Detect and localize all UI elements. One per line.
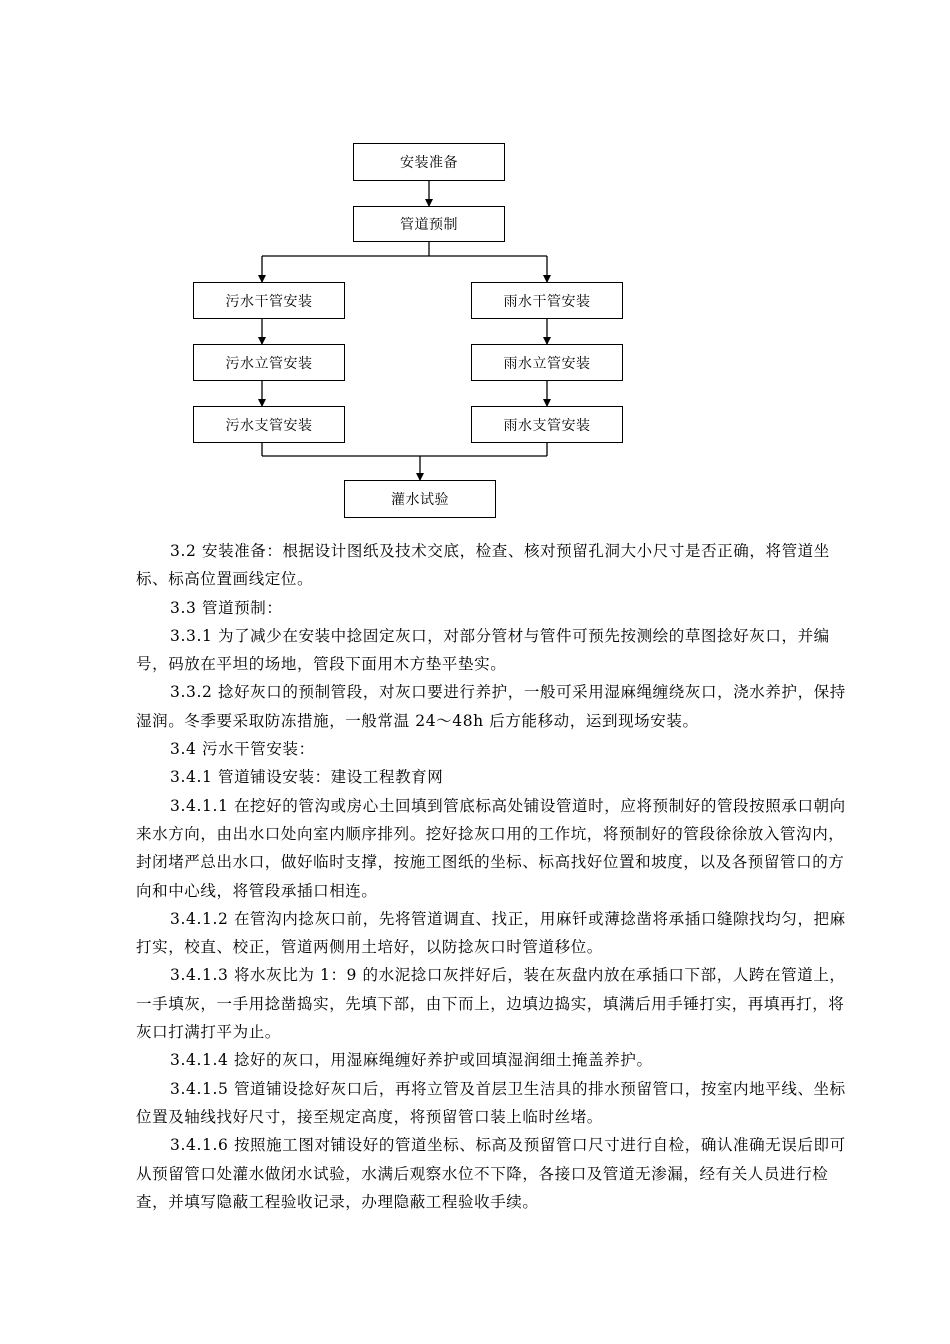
para-3-4-1-5: 3.4.1.5 管道铺设捻好灰口后，再将立管及首层卫生洁具的排水预留管口，按室内地平线、坐标位置及轴线找好尺寸，接至规定高度，将预留管口装上临时丝堵。 [136,1079,846,1126]
para-3-4-1-3: 3.4.1.3 将水灰比为 1：9 的水泥捻口灰拌好后，装在灰盘内放在承插口下部，人跨在管道上，一手填灰，一手用捻凿捣实，先填下部，由下而上，边填边捣实，填满后用手锤打实，再填再打，将灰口打满打平为止。 [136,966,846,1042]
para-3-4: 3.4 污水干管安装： [170,740,315,759]
flowchart-connectors [0,0,950,530]
para-3-3: 3.3 管道预制： [170,598,283,617]
flow-box-water-test: 灌水试验 [344,480,496,518]
para-3-2: 3.2 安装准备：根据设计图纸及技术交底，检查、核对预留孔洞大小尺寸是否正确，将管道坐标、标高位置画线定位。 [136,542,830,589]
para-3-4-1: 3.4.1 管道铺设安装：建设工程教育网 [170,768,444,787]
para-3-3-2: 3.3.2 捻好灰口的预制管段，对灰口要进行养护，一般可采用湿麻绳缠绕灰口，浇水养护，保持湿润。冬季要采取防冻措施，一般常温 24～48h 后方能移动，运到现场安装。 [136,683,846,730]
flow-box-prepare: 安装准备 [353,143,505,181]
flow-box-prefab: 管道预制 [353,206,505,242]
flow-box-sewage-main: 污水干管安装 [193,282,345,319]
para-3-4-1-2: 3.4.1.2 在管沟内捻灰口前，先将管道调直、找正，用麻钎或薄捻凿将承插口缝隙找均匀，把麻打实，校直、校正，管道两侧用土培好，以防捻灰口时管道移位。 [136,909,846,957]
para-3-4-1-1: 3.4.1.1 在挖好的管沟或房心土回填到管底标高处铺设管道时，应将预制好的管段按照承口朝向来水方向，由出水口处向室内顺序排列。挖好捻灰口用的工作坑，将预制好的管段徐徐放入管沟内，封闭堵严总出水口，做好临时支撑，按施工图纸的坐标、标高找好位置和坡度，以及各预留管口的方向和中心线，将管段承插口相连。 [136,796,846,900]
para-3-3-1: 3.3.1 为了减少在安装中捻固定灰口，对部分管材与管件可预先按测绘的草图捻好灰口，并编号，码放在平坦的场地，管段下面用木方垫平垫实。 [136,626,830,674]
flow-box-rain-riser: 雨水立管安装 [471,344,623,381]
body-text [136,537,856,1216]
flow-box-sewage-riser: 污水立管安装 [193,344,345,381]
para-3-4-1-6: 3.4.1.6 按照施工图对铺设好的管道坐标、标高及预留管口尺寸进行自检，确认准确无误后即可从预留管口处灌水做闭水试验，水满后观察水位不下降，各接口及管道无渗漏，经有关人员进行检查，并填写隐蔽工程验收记录，办理隐蔽工程验收手续。 [136,1136,846,1211]
para-3-4-1-4: 3.4.1.4 捻好的灰口，用湿麻绳缠好养护或回填湿润细土掩盖养护。 [170,1051,653,1070]
flow-box-sewage-branch: 污水支管安装 [193,406,345,443]
flow-box-rain-branch: 雨水支管安装 [471,406,623,443]
flow-box-rain-main: 雨水干管安装 [471,282,623,319]
